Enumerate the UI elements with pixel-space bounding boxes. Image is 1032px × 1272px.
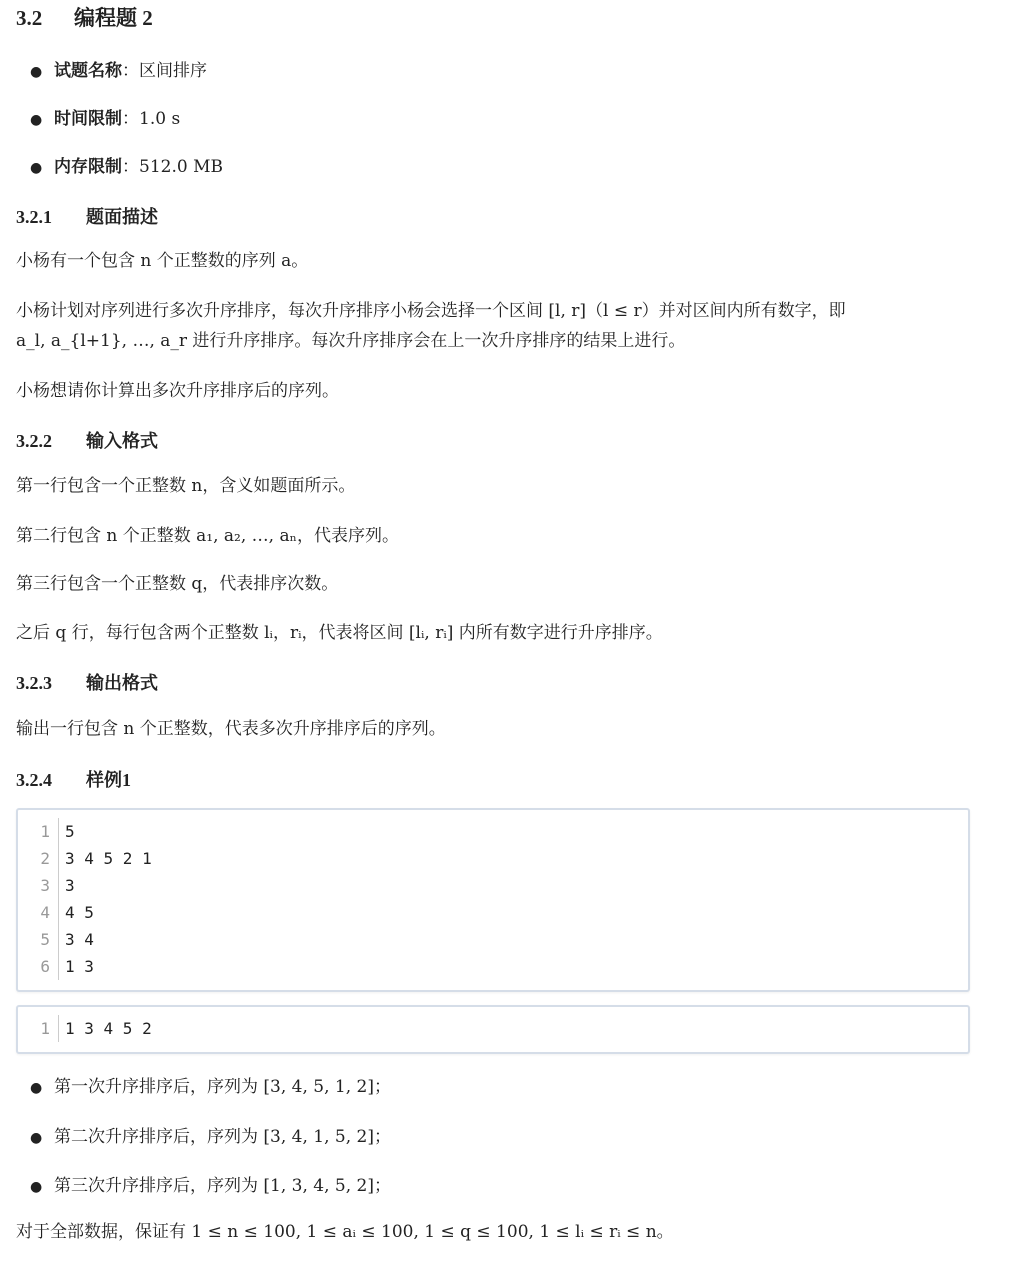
code-line: 1 1 3 4 5 2 [18, 1015, 968, 1042]
constraint-paragraph: 对于全部数据，保证有 1 ≤ n ≤ 100, 1 ≤ aᵢ ≤ 100, 1 ≤ q ≤ 100, 1 ≤ lᵢ ≤ rᵢ ≤ n。 [16, 1222, 674, 1242]
input-paragraph-2: 第二行包含 n 个正整数 a₁, a₂, …, aₙ，代表序列。 [16, 526, 399, 546]
explain-item-3: ● 第三次升序排序后，序列为 [1, 3, 4, 5, 2]； [30, 1176, 391, 1196]
desc-paragraph-3: 小杨想请你计算出多次升序排序后的序列。 [16, 381, 339, 401]
input-paragraph-1: 第一行包含一个正整数 n，含义如题面所示。 [16, 476, 356, 496]
sample-output-code-block[interactable] [16, 1005, 970, 1054]
code-line: 3 3 [18, 872, 968, 899]
explain-item-1: ● 第一次升序排序后，序列为 [3, 4, 5, 1, 2]； [30, 1077, 391, 1097]
sample-heading: 3.2.4 样例1 [16, 770, 131, 790]
input-heading: 3.2.2 输入格式 [16, 431, 158, 451]
desc-paragraph-2-line-1: 小杨计划对序列进行多次升序排序，每次升序排序小杨会选择一个区间 [l, r]（l ≤ r）并对区间内所有数字，即 [16, 301, 846, 321]
explain-item-2: ● 第二次升序排序后，序列为 [3, 4, 1, 5, 2]； [30, 1127, 391, 1147]
code-line: 4 4 5 [18, 899, 968, 926]
section-number: 3.2 [16, 6, 43, 30]
output-heading: 3.2.3 输出格式 [16, 673, 158, 693]
output-paragraph-1: 输出一行包含 n 个正整数，代表多次升序排序后的序列。 [16, 719, 446, 739]
info-item-memory: ● 内存限制：512.0 MB [30, 157, 223, 177]
code-line: 5 3 4 [18, 926, 968, 953]
code-line: 6 1 3 [18, 953, 968, 980]
section-title: 编程题 2 [74, 6, 153, 30]
desc-paragraph-1: 小杨有一个包含 n 个正整数的序列 a。 [16, 251, 309, 271]
sample-input-code-block[interactable] [16, 808, 970, 992]
info-item-name: ● 试题名称：区间排序 [30, 61, 207, 81]
input-paragraph-3: 第三行包含一个正整数 q，代表排序次数。 [16, 574, 339, 594]
info-item-time: ● 时间限制：1.0 s [30, 109, 181, 129]
desc-heading: 3.2.1 题面描述 [16, 207, 158, 227]
code-line: 1 5 [18, 818, 968, 845]
input-paragraph-4: 之后 q 行，每行包含两个正整数 lᵢ，rᵢ，代表将区间 [lᵢ, rᵢ] 内所有数字进行升序排序。 [16, 623, 663, 643]
desc-paragraph-2-line-2: a_l, a_{l+1}, …, a_r 进行升序排序。每次升序排序会在上一次升序排序的结果上进行。 [16, 331, 686, 351]
code-line: 2 3 4 5 2 1 [18, 845, 968, 872]
section-heading [16, 2, 153, 32]
